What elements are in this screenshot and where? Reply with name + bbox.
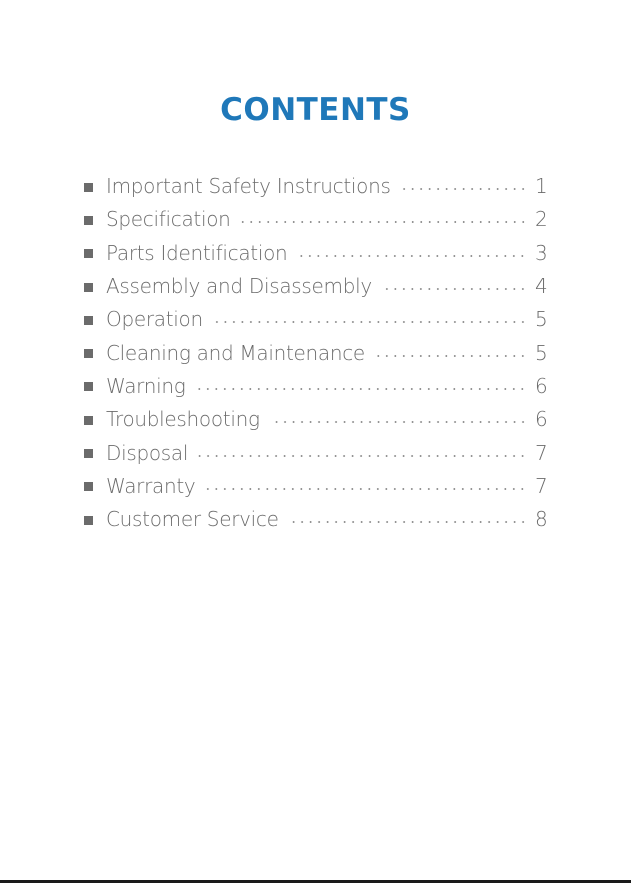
- toc-entry-page: 2: [535, 207, 548, 232]
- square-bullet-icon: [84, 349, 93, 358]
- toc-entry-page: 1: [535, 174, 548, 199]
- toc-entry-page: 6: [535, 407, 548, 432]
- toc-entry[interactable]: [84, 370, 547, 403]
- square-bullet-icon: [84, 482, 93, 491]
- toc-entry-page: 7: [535, 440, 548, 465]
- dot-leader: [297, 237, 527, 270]
- dot-leader: [205, 470, 527, 503]
- square-bullet-icon: [84, 382, 93, 391]
- square-bullet-icon: [84, 316, 93, 325]
- dot-leader: [195, 370, 527, 403]
- toc-entry-label: Cleaning and Maintenance: [106, 340, 365, 365]
- toc-entry-page: 8: [535, 507, 548, 532]
- toc-entry[interactable]: [84, 270, 547, 303]
- toc-entry-label: Parts Identification: [106, 240, 288, 265]
- toc-entry-page: 6: [535, 373, 548, 398]
- toc-entry[interactable]: [84, 336, 547, 369]
- toc-entry[interactable]: [84, 503, 547, 536]
- dot-leader: [213, 303, 527, 336]
- toc-entry[interactable]: [84, 203, 547, 236]
- square-bullet-icon: [84, 216, 93, 225]
- toc-entry-label: Customer Service: [106, 507, 279, 532]
- toc-entry-label: Assembly and Disassembly: [106, 274, 372, 299]
- square-bullet-icon: [84, 516, 93, 525]
- square-bullet-icon: [84, 283, 93, 292]
- dot-leader: [401, 170, 527, 203]
- table-of-contents: [84, 170, 547, 536]
- toc-entry[interactable]: [84, 470, 547, 503]
- dot-leader: [375, 337, 527, 370]
- dot-leader: [270, 403, 527, 436]
- toc-entry-label: Operation: [106, 307, 203, 332]
- toc-entry-label: Warning: [106, 373, 186, 398]
- dot-leader: [198, 437, 527, 470]
- dot-leader: [289, 503, 527, 536]
- toc-entry-label: Warranty: [106, 473, 196, 498]
- toc-entry-label: Disposal: [106, 440, 189, 465]
- square-bullet-icon: [84, 249, 93, 258]
- square-bullet-icon: [84, 449, 93, 458]
- toc-entry[interactable]: [84, 237, 547, 270]
- toc-entry-page: 3: [535, 240, 548, 265]
- toc-entry-page: 4: [535, 274, 548, 299]
- toc-entry[interactable]: [84, 403, 547, 436]
- dot-leader: [241, 203, 527, 236]
- toc-entry[interactable]: [84, 170, 547, 203]
- toc-entry-label: Specification: [106, 207, 231, 232]
- toc-entry-label: Important Safety Instructions: [106, 174, 391, 199]
- toc-entry-page: 7: [535, 473, 548, 498]
- square-bullet-icon: [84, 416, 93, 425]
- square-bullet-icon: [84, 183, 93, 192]
- dot-leader: [382, 270, 527, 303]
- toc-entry[interactable]: [84, 303, 547, 336]
- toc-entry-page: 5: [535, 307, 548, 332]
- toc-entry-label: Troubleshooting: [106, 407, 260, 432]
- toc-entry-page: 5: [535, 340, 548, 365]
- toc-entry[interactable]: [84, 436, 547, 469]
- page-title: CONTENTS: [220, 92, 411, 128]
